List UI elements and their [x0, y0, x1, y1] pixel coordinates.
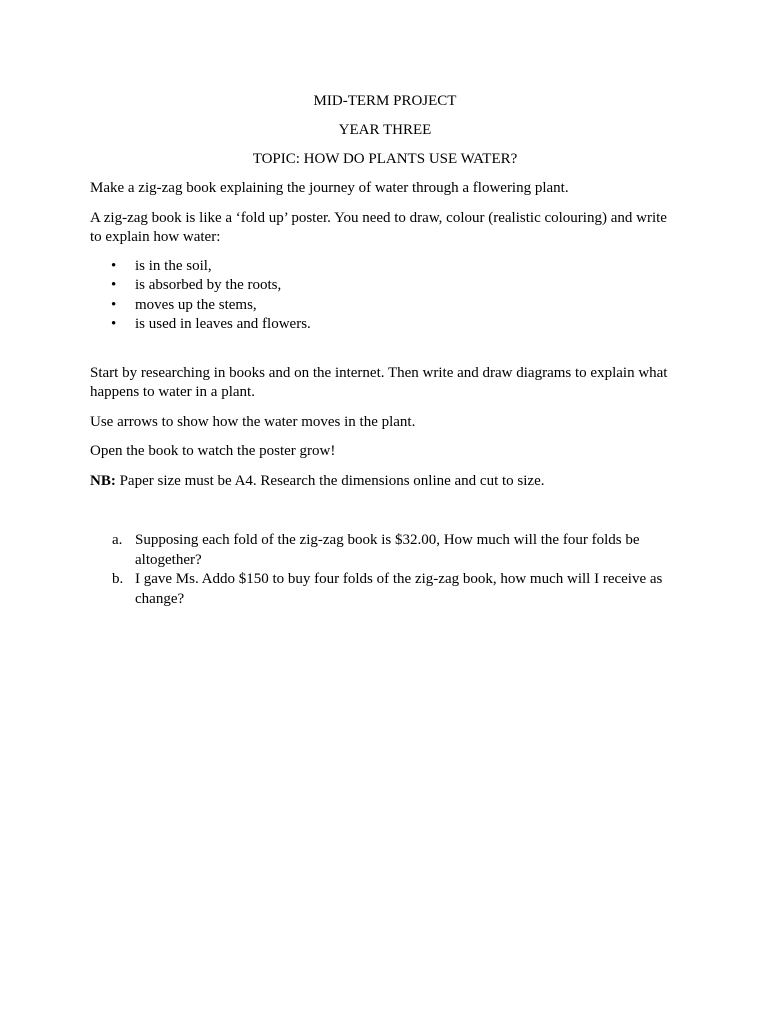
- list-item-text: is absorbed by the roots,: [135, 277, 282, 293]
- question-item: [90, 570, 680, 609]
- bullet-icon: •: [111, 277, 117, 293]
- nb-label: NB:: [90, 472, 116, 489]
- nb-text: Paper size must be A4. Research the dimensions online and cut to size.: [115, 472, 545, 489]
- question-marker: b.: [112, 571, 124, 587]
- water-steps-list: [90, 257, 680, 335]
- question-item: [90, 531, 680, 570]
- document-page: [90, 92, 680, 609]
- blank-line: [90, 335, 680, 364]
- list-item-text: is used in leaves and flowers.: [135, 316, 311, 332]
- list-item: [90, 296, 680, 316]
- document-topic: TOPIC: HOW DO PLANTS USE WATER?: [252, 151, 518, 167]
- intro-paragraph-1: Make a zig-zag book explaining the journey of water through a flowering plant.: [90, 180, 569, 196]
- bullet-icon: •: [111, 316, 117, 332]
- intro-paragraph-2: A zig-zag book is like a ‘fold up’ poster. You need to draw, colour (realistic colouring) and write to explain how water:: [90, 209, 667, 245]
- document-year: YEAR THREE: [338, 122, 432, 138]
- nb-note: [90, 472, 680, 492]
- question-text: I gave Ms. Addo $150 to buy four folds of the zig-zag book, how much will I receive as change?: [135, 571, 663, 607]
- list-item: [90, 276, 680, 296]
- bullet-icon: •: [111, 296, 117, 313]
- instructions-paragraph-3: Open the book to watch the poster grow!: [90, 443, 336, 459]
- blank-line: [90, 501, 680, 531]
- questions-list: [90, 531, 680, 609]
- list-item-text: is in the soil,: [135, 257, 212, 274]
- instructions-paragraph-1: Start by researching in books and on the internet. Then write and draw diagrams to explain what happens to water in a plant.: [90, 364, 668, 400]
- list-item: [90, 315, 680, 335]
- instructions-paragraph-2: Use arrows to show how the water moves in the plant.: [90, 413, 416, 430]
- document-title: MID-TERM PROJECT: [313, 93, 457, 109]
- question-marker: a.: [112, 532, 123, 548]
- question-text: Supposing each fold of the zig-zag book is $32.00, How much will the four folds be altogether?: [135, 532, 640, 568]
- list-item-text: moves up the stems,: [135, 296, 257, 313]
- bullet-icon: •: [111, 257, 117, 274]
- list-item: [90, 257, 680, 277]
